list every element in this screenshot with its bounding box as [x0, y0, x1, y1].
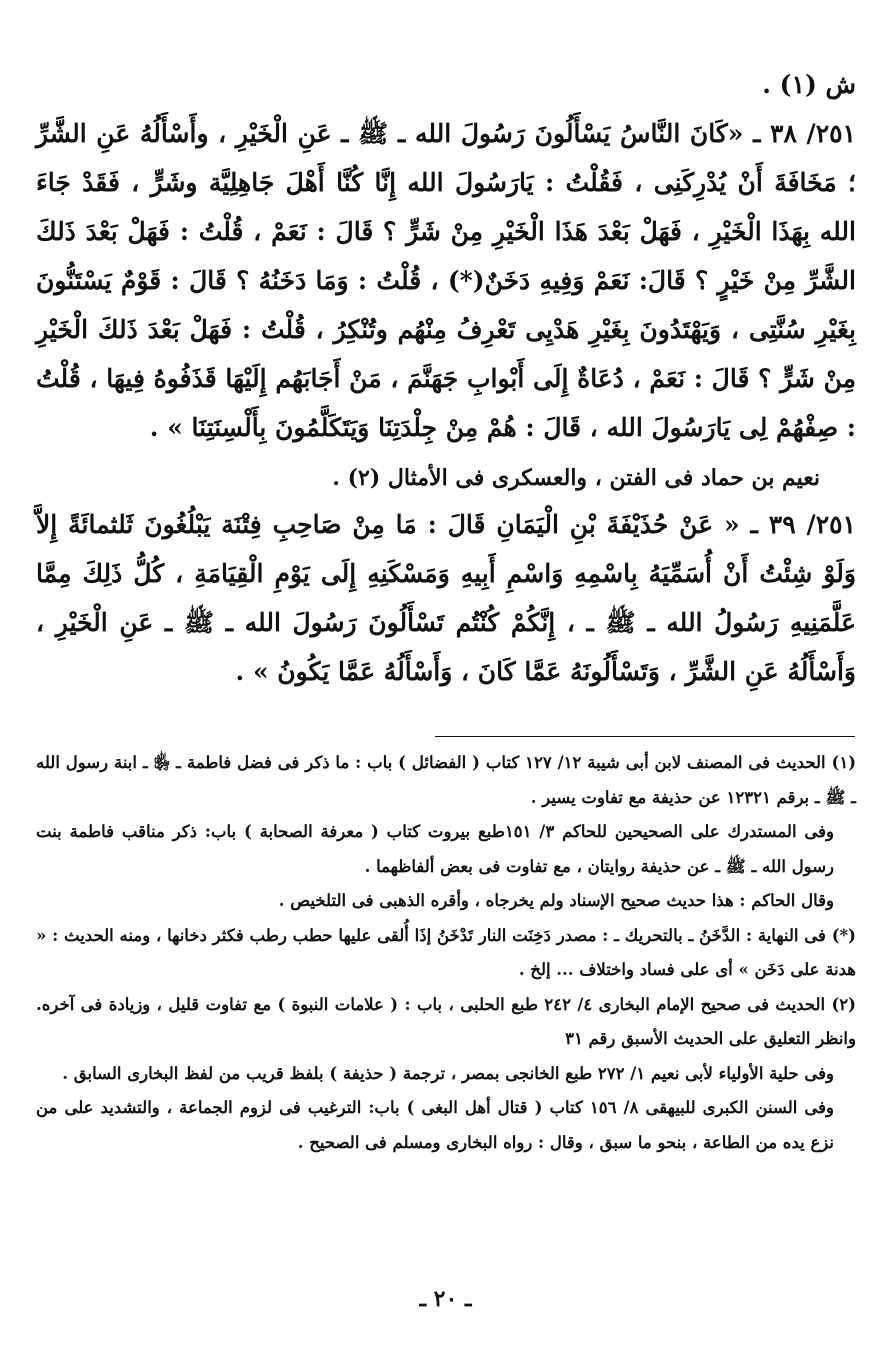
- main-text: [36, 60, 856, 696]
- prev-hadith-ending: ش (١) .: [762, 70, 856, 99]
- hadith-source: نعيم بن حماد فى الفتن ، والعسكرى فى الأمثال (٢) .: [332, 465, 820, 491]
- footnote-2: (٢) الحديث فى صحيح الإمام البخارى ٤/ ٢٤٢ طبع الحلبى ، باب : ( علامات النبوة ) مع تفاوت قليل ، وزيادة فى آخره. وانظر التعليق على الحديث الأسبق رقم ٣١: [36, 994, 856, 1048]
- hadith-39: [36, 500, 856, 696]
- footnote-1: (١) الحديث فى المصنف لابن أبى شيبة ١٢/ ١٢٧ كتاب ( الفضائل ) باب : ما ذكر فى فضل فاطمة ـ ﵂ ـ ابنة رسول الله ـ ﷺ ـ برقم ١٢٣٢١ عن حذيفة مع تفاوت يسير .: [36, 753, 857, 807]
- footnote-star: (*) فى النهاية : الدَّخَنُ ـ بالتحريك ـ : مصدر دَخِنَت النار تَدْخَنُ إذَا أُلقى عليها حطب رطب فكثر دخانها ، ومنه الحديث : « هدنة على دَخَن » أى على فساد واختلاف ... إلخ .: [36, 925, 856, 979]
- footnote-2-cont: وفى حلية الأولياء لأبى نعيم ١/ ٢٧٢ طبع الخانجى بمصر ، ترجمة ( حذيفة ) بلفظ قريب من لفظ البخارى السابق .: [62, 1063, 834, 1083]
- footnotes: [36, 746, 856, 1160]
- hadith-body: [36, 60, 856, 452]
- page-number: ـ ٢٠ ـ: [419, 1286, 472, 1312]
- hadith-text: ـ «كَانَ النَّاسُ يَسْأَلُونَ رَسُولَ الله ـ ﷺ ـ عَنِ الْخَيْرِ ، وأَسْأَلُهُ عَنِ الشَّرِّ ؛ مَخَافَةَ أَنْ يُدْرِكَنِى ، فَقُلْتُ : يَارَسُولَ الله إِنَّا كُنَّا أَهْلَ جَاهِلِيَّة وشَرٍّ ، فَقَدْ جَاءَ الله بِهَذَا الْخَيْرِ ، فَهَلْ بَعْدَ هَذَا الْخَيْرِ مِنْ شَرٍّ ؟ قَالَ : نَعَمْ ، قُلْتُ : فَهَلْ بَعْدَ ذَلكَ الشَّرِّ مِنْ خَيْرٍ ؟ قَالَ: نَعَمْ وَفِيهِ دَخَنٌ(*) ، قُلْتُ : وَمَا دَخَنُهُ ؟ قَالَ : قَوْمٌ يَسْتَنُّونَ بِغَيْرِ سُنَّتِى ، وَيَهْتَدُونَ بِغَيْرِ هَدْيِى تَعْرِفُ مِنْهُم وتُنْكِرُ ، قُلْتُ : فَهَلْ بَعْدَ ذَلكَ الْخَيْرِ مِنْ شَرٍّ ؟ قَالَ : نَعَمْ ، دُعَاةٌ إِلَى أَبْوابِ جَهَنَّمَ ، مَنْ أَجَابَهُم إِلَيْهَا قَذَفُوهُ فِيهَا ، قُلْتُ : صِفْهُمْ لِى يَارَسُولَ الله ، قَالَ : هُمْ مِنْ جِلْدَتِنَا وَيَتَكَلَّمُونَ بِأَلْسِنَتِنَا » .: [36, 119, 856, 442]
- footnote-1-cont: وقال الحاكم : هذا حديث صحيح الإسناد ولم يخرجاه ، وأقره الذهبى فى التلخيص .: [278, 891, 834, 910]
- hadith-body-2: [36, 500, 856, 696]
- hadith-38: [36, 109, 856, 452]
- footnote-2-cont: وفى السنن الكبرى للبيهقى ٨/ ١٥٦ كتاب ( قتال أهل البغى ) باب: الترغيب فى لزوم الجماعة ، والتشديد على من نزع يده من الطاعة ، بنحو ما سبق ، وقال : رواه البخارى ومسلم فى الصحيح .: [36, 1098, 834, 1152]
- hadith-number: ٢٥١/ ٣٨: [770, 119, 856, 148]
- footnote-separator: [435, 736, 855, 737]
- hadith-number: ٢٥١/ ٣٩: [768, 510, 856, 539]
- hadith-text: ـ « عَنْ حُذَيْفَةَ بْنِ الْيَمَانِ قَالَ : مَا مِنْ صَاحِبِ فِتْنَة يَبْلُغُونَ ثَلثمائَةً إِلاَّ وَلَوْ شِئْتُ أَنْ أُسَمِّيَهُ بِاسْمِهِ وَاسْمِ أَبِيهِ وَمَسْكَنِهِ إِلَى يَوْمِ الْقِيَامَةِ ، كُلُّ ذَلِكَ مِمَّا عَلَّمَنِيهِ رَسُولُ الله ـ ﷺ ـ ، إِنَّكُمْ كُنْتُم تَسْأَلُونَ رَسُولَ الله ـ ﷺ ـ عَنِ الْخَيْرِ ، وَأَسْأَلُهُ عَنِ الشَّرِّ ، وَتَسْأَلُونَهُ عَمَّا كَانَ ، وَأَسْأَلُهُ عَمَّا يَكُونُ » .: [36, 510, 856, 686]
- footnote-1-cont: وفى المستدرك على الصحيحين للحاكم ٣/ ١٥١طبع بيروت كتاب ( معرفة الصحابة ) باب: ذكر مناقب فاطمة بنت رسول الله ـ ﷺ ـ عن حذيفة روايتان ، مع تفاوت فى بعض ألفاظهما .: [36, 822, 834, 876]
